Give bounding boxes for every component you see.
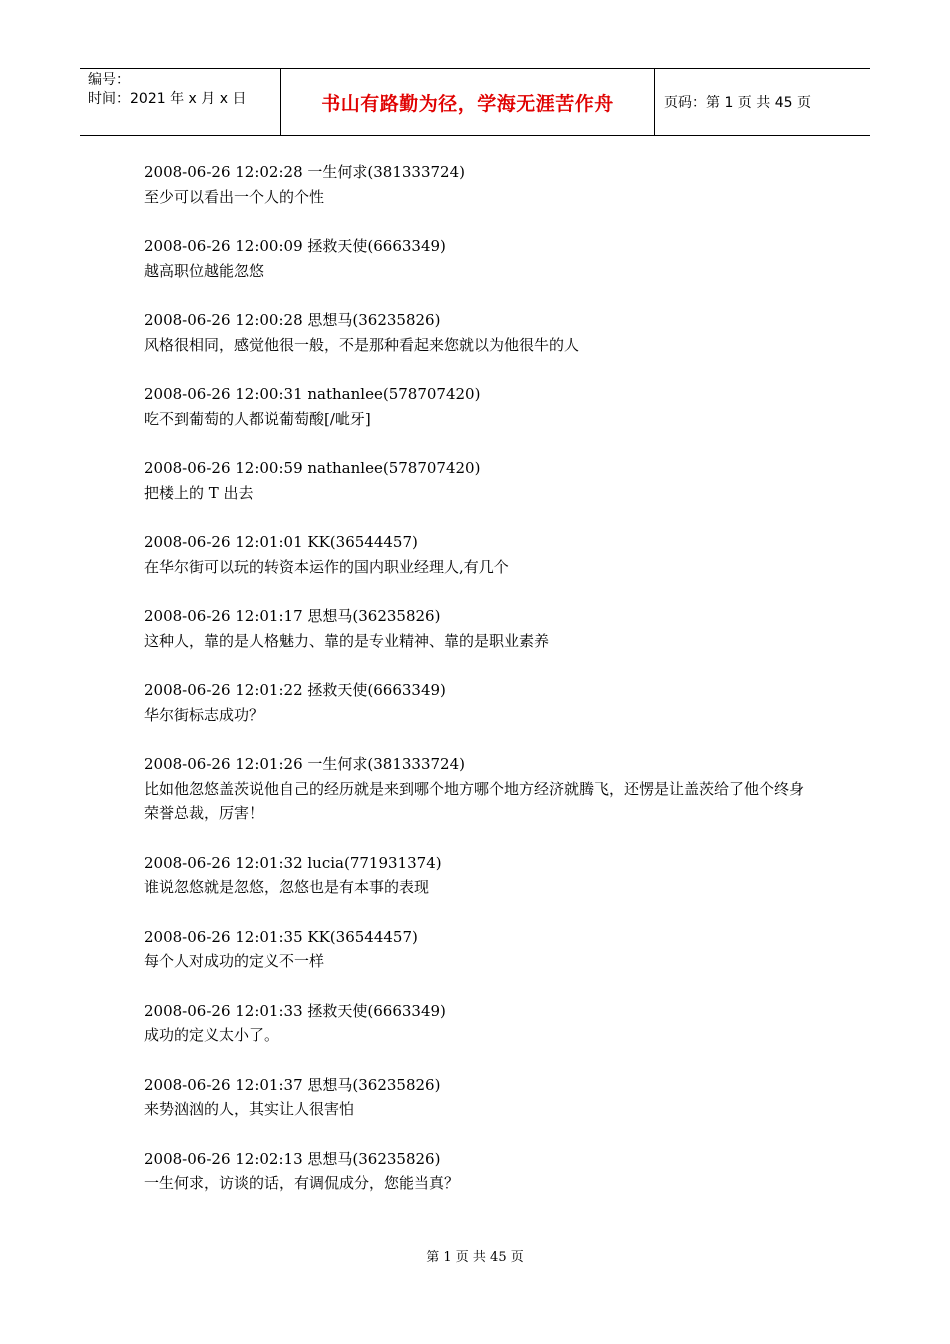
page-header	[80, 68, 870, 136]
chat-message	[144, 1147, 814, 1196]
page-footer: 第 1 页 共 45 页	[426, 1250, 524, 1265]
chat-message	[144, 604, 814, 653]
chat-message	[144, 999, 814, 1048]
chat-message	[144, 1073, 814, 1122]
message-meta: 2008-06-26 12:02:13 思想马(36235826)	[144, 1149, 441, 1168]
message-meta: 2008-06-26 12:00:59 nathanlee(578707420)	[144, 459, 481, 477]
message-text: 华尔街标志成功？	[144, 705, 265, 724]
chat-message	[144, 456, 814, 505]
header-motto: 书山有路勤为径，学海无涯苦作舟	[281, 69, 655, 135]
message-meta: 2008-06-26 12:01:17 思想马(36235826)	[144, 607, 441, 625]
chat-message	[144, 160, 814, 209]
chat-message	[144, 382, 814, 431]
message-meta: 2008-06-26 12:01:33 拯救天使(6663349)	[144, 1001, 446, 1020]
time-label: 时间：2021 年 x 月 x 日	[88, 91, 247, 107]
message-text: 来势汹汹的人，其实让人很害怕	[144, 1100, 355, 1118]
message-text: 这种人，靠的是人格魅力、靠的是专业精神、靠的是职业素养	[144, 631, 550, 650]
message-text: 风格很相同，感觉他很一般，不是那种看起来您就以为他很牛的人	[144, 335, 580, 354]
header-page-label: 页码：第 1 页 共 45 页	[664, 95, 811, 111]
message-text: 把楼上的 T 出去	[144, 483, 254, 502]
chat-message	[144, 851, 814, 900]
header-info	[80, 69, 281, 135]
message-meta: 2008-06-26 12:00:28 思想马(36235826)	[144, 311, 441, 329]
chat-log	[144, 160, 814, 1221]
message-meta: 2008-06-26 12:01:01 KK(36544457)	[144, 533, 418, 551]
message-meta: 2008-06-26 12:01:37 思想马(36235826)	[144, 1075, 441, 1094]
chat-message	[144, 530, 814, 579]
message-text: 越高职位越能忽悠	[144, 261, 265, 280]
chat-message	[144, 234, 814, 283]
chat-message	[144, 752, 814, 826]
message-text: 至少可以看出一个人的个性	[144, 187, 325, 206]
message-text: 比如他忽悠盖茨说他自己的经历就是来到哪个地方哪个地方经济就腾飞，还愣是让盖茨给了他个终身荣誉总裁，厉害！	[144, 779, 805, 822]
message-text: 一生何求，访谈的话，有调侃成分，您能当真？	[144, 1174, 460, 1192]
message-meta: 2008-06-26 12:00:09 拯救天使(6663349)	[144, 237, 446, 255]
code-label: 编号：	[88, 72, 130, 88]
message-meta: 2008-06-26 12:01:26 一生何求(381333724)	[144, 755, 465, 773]
message-meta: 2008-06-26 12:02:28 一生何求(381333724)	[144, 163, 465, 181]
chat-message	[144, 308, 814, 357]
message-meta: 2008-06-26 12:01:32 lucia(771931374)	[144, 853, 442, 872]
message-text: 每个人对成功的定义不一样	[144, 952, 325, 970]
message-text: 谁说忽悠就是忽悠，忽悠也是有本事的表现	[144, 878, 430, 896]
message-text: 成功的定义太小了。	[144, 1026, 280, 1044]
message-meta: 2008-06-26 12:01:22 拯救天使(6663349)	[144, 681, 446, 699]
message-text: 吃不到葡萄的人都说葡萄酸[/呲牙]	[144, 409, 371, 428]
chat-message	[144, 925, 814, 974]
message-meta: 2008-06-26 12:01:35 KK(36544457)	[144, 927, 418, 946]
message-text: 在华尔街可以玩的转资本运作的国内职业经理人,有几个	[144, 557, 509, 576]
message-meta: 2008-06-26 12:00:31 nathanlee(578707420)	[144, 385, 481, 403]
chat-message	[144, 678, 814, 727]
